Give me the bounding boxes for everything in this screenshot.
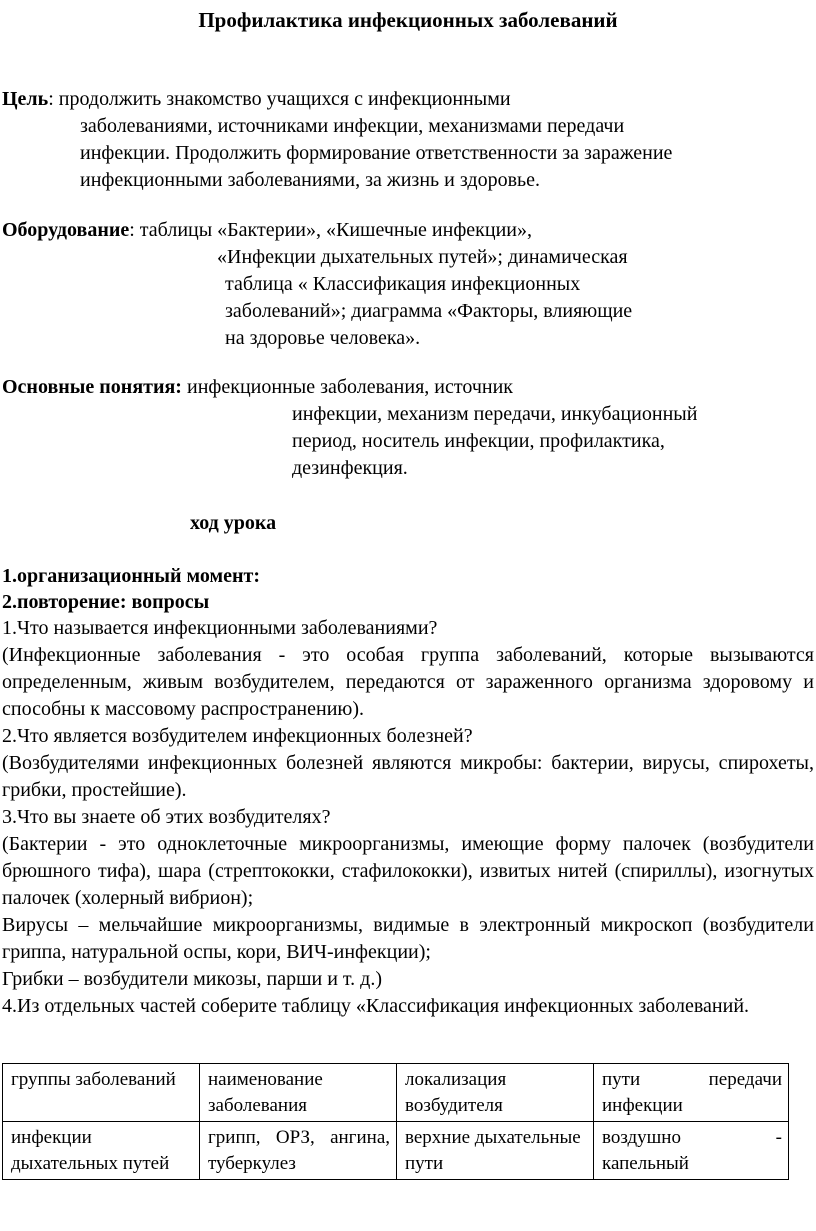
concepts-section — [2, 374, 792, 482]
concepts-line: инфекционные заболевания, источник — [181, 376, 513, 398]
table-cell: верхние дыхательные пути — [397, 1122, 594, 1180]
equipment-label: Оборудование — [2, 219, 130, 241]
concepts-label: Основные понятия: — [2, 376, 182, 398]
equipment-line: таблица « Классификация инфекционных — [225, 273, 581, 295]
table-row — [3, 1122, 789, 1180]
answer-1: (Инфекционные заболевания - это особая группа заболеваний, которые вызываются определенным, живым возбудителем, передаются от зараженного организма здоровому и способны к массовому распространению). — [2, 644, 814, 720]
table-header-cell: группы заболеваний — [3, 1064, 200, 1122]
step-repetition: 2.повторение: вопросы — [2, 591, 210, 613]
goal-line: : продолжить знакомство учащихся с инфекционными — [48, 88, 511, 110]
classification-table — [2, 1063, 789, 1180]
answer-3-fungi: Грибки – возбудители микозы, парши и т. д.) — [2, 968, 382, 990]
equipment-line: : таблицы «Бактерии», «Кишечные инфекции», — [129, 219, 532, 241]
lesson-heading: ход урока — [190, 512, 277, 534]
table-cell: грипп, ОРЗ, ангина, туберкулез — [200, 1122, 397, 1180]
table-header-row — [3, 1064, 789, 1122]
equipment-line: «Инфекции дыхательных путей»; динамическая — [217, 246, 628, 268]
question-1 — [2, 615, 814, 642]
answer-3-viruses: Вирусы – мельчайшие микроорганизмы, видимые в электронный микроскоп (возбудители гриппа, натуральной оспы, кори, ВИЧ-инфекции); — [2, 914, 814, 963]
question-1-text: .Что называется инфекционными заболеваниями? — [12, 617, 438, 639]
goal-line: инфекционными заболеваниями, за жизнь и здоровье. — [80, 169, 541, 191]
equipment-section — [2, 217, 792, 352]
goal-section — [2, 86, 792, 194]
concepts-line: дезинфекция. — [292, 457, 408, 479]
answer-2: (Возбудителями инфекционных болезней являются микробы: бактерии, вирусы, спирохеты, грибки, простейшие). — [2, 752, 814, 801]
question-1-number: 1 — [2, 617, 12, 639]
answer-3: (Бактерии - это одноклеточные микроорганизмы, имеющие форму палочек (возбудители брюшного тифа), шара (стрептококки, стафилококки), извитых нитей (спириллы), изогнутых палочек (холерный вибрион); — [2, 833, 814, 909]
table-cell: воздушно - капельный — [594, 1122, 789, 1180]
goal-line: инфекции. Продолжить формирование ответственности за заражение — [80, 142, 673, 164]
question-4: 4.Из отдельных частей соберите таблицу «Классификация инфекционных заболеваний. — [2, 995, 750, 1017]
question-3: 3.Что вы знаете об этих возбудителях? — [2, 806, 331, 828]
question-2: 2.Что является возбудителем инфекционных болезней? — [2, 725, 473, 747]
table-cell: инфекции дыхательных путей — [3, 1122, 200, 1180]
table-header-cell: локализация возбудителя — [397, 1064, 594, 1122]
concepts-line: инфекции, механизм передачи, инкубационный — [292, 403, 698, 425]
questions-section — [2, 615, 814, 1020]
equipment-line: заболеваний»; диаграмма «Факторы, влияющие — [225, 300, 633, 322]
document-title: Профилактика инфекционных заболеваний — [198, 8, 618, 32]
goal-label: Цель — [2, 88, 49, 110]
table-header-cell: наименование заболевания — [200, 1064, 397, 1122]
equipment-line: на здоровье человека». — [225, 327, 421, 349]
step-organizational: 1.организационный момент: — [2, 565, 261, 587]
table-header-cell: пути передачи инфекции — [594, 1064, 789, 1122]
goal-line: заболеваниями, источниками инфекции, механизмами передачи — [80, 115, 625, 137]
concepts-line: период, носитель инфекции, профилактика, — [292, 430, 665, 452]
